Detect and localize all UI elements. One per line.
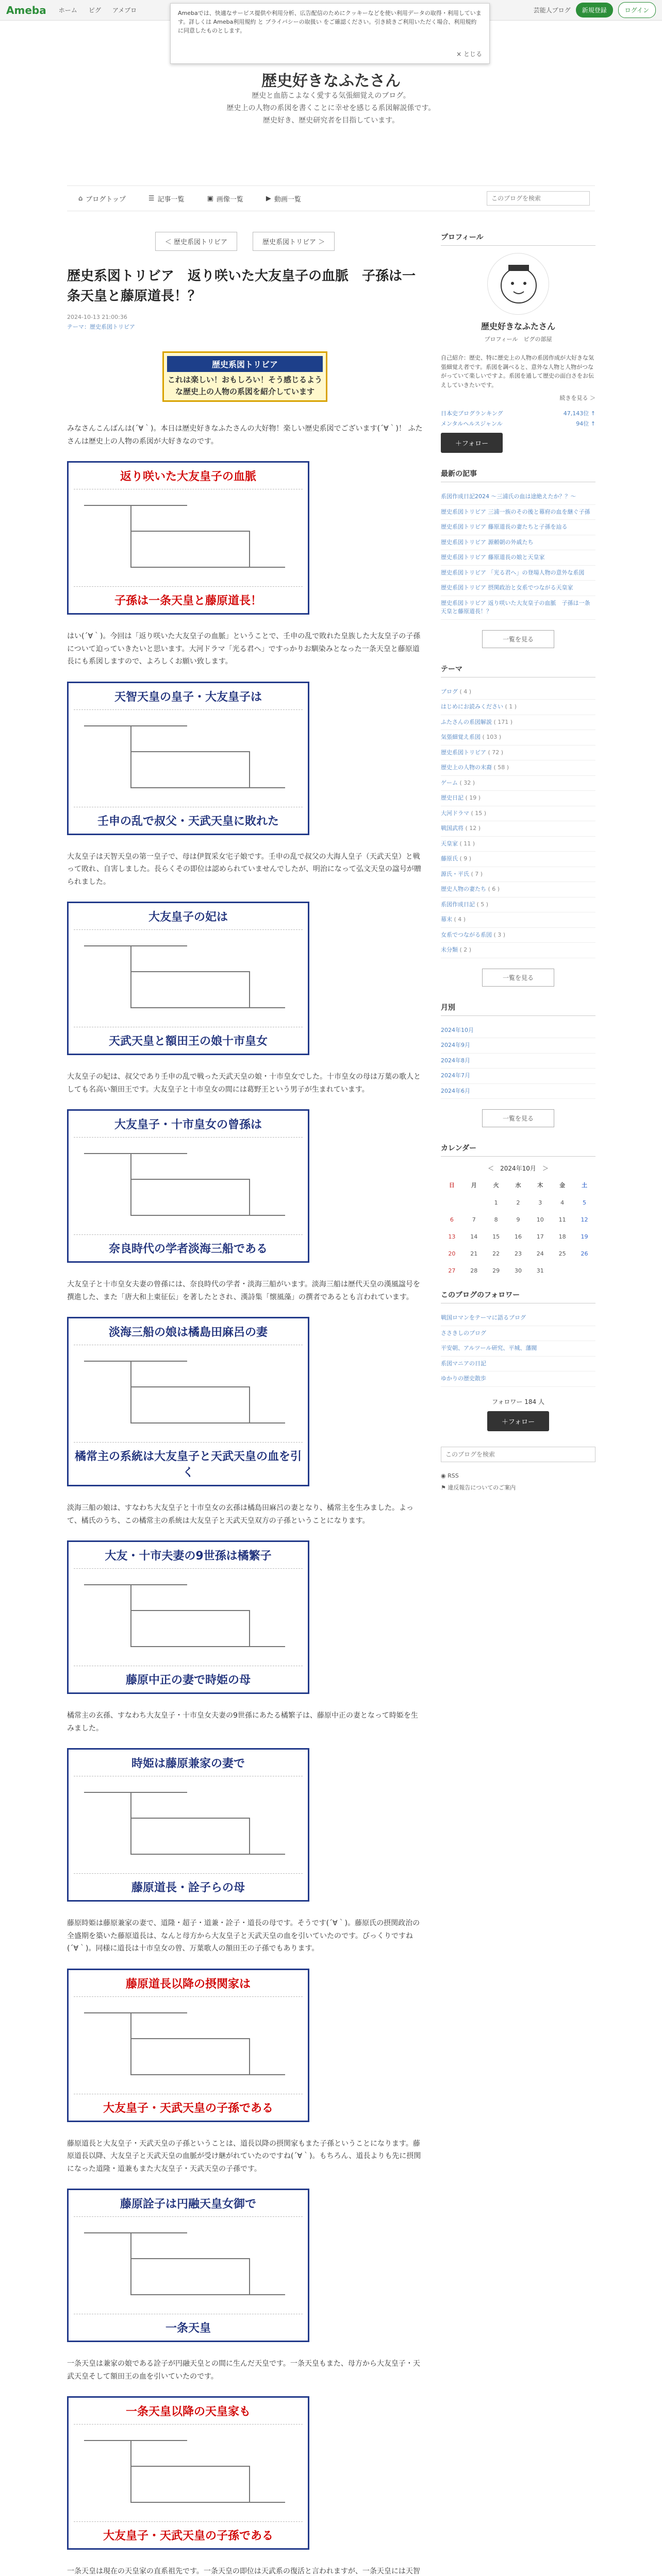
theme-name: 歴史人物の妻たち [441, 886, 488, 893]
tree-connector [130, 1422, 285, 1423]
cookie-notice [170, 3, 490, 64]
calendar-day[interactable]: 13 [448, 1233, 456, 1241]
ranking-value: 47,143位 ↑ [563, 410, 595, 417]
calendar-day[interactable]: 9 [516, 1216, 520, 1224]
nav-label: ブログトップ [86, 195, 126, 204]
calendar-day[interactable]: 29 [492, 1267, 500, 1275]
figure-heading: 返り咲いた大友皇子の血脈 [120, 470, 256, 483]
followers-heading: このブログのフォロワー [441, 1290, 595, 1303]
theme-item[interactable] [441, 943, 595, 958]
theme-name: はじめにお読みください [441, 703, 505, 710]
tree-connector [84, 725, 187, 726]
tree-connector [249, 1386, 250, 1422]
home-icon: ⌂ [78, 194, 83, 202]
list-item[interactable]: 系図作成日記2024 ～三浦氏の血は途絶えたか？？～ [441, 489, 595, 505]
next-theme-button[interactable]: 歴史系図トリビア ＞ [253, 232, 335, 251]
calendar-day[interactable]: 28 [470, 1267, 478, 1275]
calendar-day[interactable]: 7 [472, 1216, 476, 1224]
theme-heading: テーマ [441, 664, 595, 677]
blog-description [0, 90, 662, 127]
theme-item[interactable] [441, 745, 595, 761]
report-link[interactable] [441, 1483, 595, 1492]
nav-label: 動画一覧 [274, 195, 301, 204]
list-item[interactable]: 歴史系図トリビア 藤原道長の妻たちと子孫を辿る [441, 520, 595, 535]
top-nav [59, 6, 146, 14]
tree-connector [130, 2440, 131, 2502]
calendar-day[interactable]: 17 [536, 1233, 544, 1241]
calendar-weekday: 金 [559, 1182, 566, 1189]
calendar-day[interactable]: 8 [494, 1216, 498, 1224]
genealogy-figure [67, 1540, 309, 1694]
list-item[interactable]: 平安朝、アルツール研究、平城、藩閥 [441, 1341, 595, 1357]
figure-caption: 壬申の乱で叔父・天武天皇に敗れた [97, 815, 279, 828]
series-banner [162, 351, 327, 402]
calendar-day[interactable]: 15 [492, 1233, 500, 1241]
calendar-day[interactable]: 22 [492, 1250, 500, 1258]
ameba-logo[interactable]: Ameba [6, 4, 46, 16]
tree-connector [249, 971, 250, 1007]
blog-desc-line: 歴史と血筋こよなく愛する気張細覚えのブログ。 [252, 92, 410, 100]
theme-name: 女系でつながる系図 [441, 931, 494, 938]
figure-heading: 大友皇子の妃は [148, 911, 228, 924]
tree-connector [130, 567, 285, 568]
nav-image-list[interactable] [207, 194, 243, 204]
theme-count: ( 5 ) [476, 901, 489, 908]
sidebar [441, 232, 595, 1496]
ranking-row[interactable] [441, 419, 595, 428]
article-pager [67, 232, 423, 251]
article-paragraph: 淡海三船の娘は、すなわち大友皇子と十市皇女の玄孫は橘島田麻呂の妻となり、橘常主を生みました。よって、橘氏のうち、この橘常主の系統は大友皇子と天武天皇双方の子孫ということになります。 [67, 1504, 413, 1525]
blog-title[interactable]: 歴史好きなふたさん [261, 72, 401, 90]
figure-heading: 大友皇子・十市皇女の曾孫は [114, 1118, 262, 1131]
theme-name: 歴史系図トリビア [441, 749, 488, 756]
genealogy-figure [67, 2396, 309, 2550]
profile-more-link[interactable]: 続きを見る ＞ [559, 395, 595, 402]
tree-connector [130, 1179, 249, 1180]
followers-list [441, 1311, 595, 1387]
tree-connector [130, 1361, 131, 1422]
profile-name[interactable]: 歴史好きなふたさん [481, 321, 555, 331]
calendar-weekday: 日 [449, 1182, 455, 1189]
theme-name: 大河ドラマ [441, 809, 471, 817]
calendar-day[interactable]: 5 [583, 1199, 587, 1207]
flag-icon: ⚑ [441, 1484, 448, 1491]
theme-name: 歴史上の人物の末裔 [441, 764, 494, 771]
article-main [67, 232, 423, 2576]
theme-count: ( 171 ) [493, 718, 513, 725]
tree-connector [84, 1792, 187, 1793]
calendar-day[interactable]: 12 [581, 1216, 588, 1224]
article-paragraph: 大友皇子と十市皇女夫妻の曾孫には、奈良時代の学者・淡海三船がいます。淡海三船は歴代天皇の漢風諡号を撰進した、また「唐大和上東征伝」を著したとされ、漢詩集「懐風藻」の撰者であるとも言われています。 [67, 1280, 420, 1301]
theme-count: ( 32 ) [459, 779, 475, 786]
figure-caption: 子孫は一条天皇と藤原道長！ [114, 595, 262, 607]
blog-search-input[interactable] [487, 191, 590, 206]
calendar-day[interactable]: 20 [448, 1250, 456, 1258]
theme-count: ( 72 ) [488, 749, 504, 756]
genealogy-figure [67, 1109, 309, 1263]
figure-heading: 天智天皇の皇子・大友皇子は [114, 690, 262, 704]
calendar [441, 1176, 595, 1279]
calendar-day[interactable]: 10 [536, 1216, 544, 1224]
theme-item[interactable] [441, 897, 595, 913]
theme-item[interactable] [441, 685, 595, 700]
calendar-month[interactable]: ＜ 2024年10月 ＞ [488, 1165, 549, 1173]
tree-connector [130, 1610, 249, 1611]
figure-caption: 藤原中正の妻で時姫の母 [125, 1674, 251, 1687]
calendar-day[interactable]: 24 [536, 1250, 544, 1258]
theme-count: ( 19 ) [465, 794, 481, 802]
theme-count: ( 1 ) [505, 703, 517, 710]
archive-more-button[interactable]: 一覧を見る [482, 1109, 554, 1127]
calendar-day [441, 1194, 463, 1211]
ranking-value: 94位 ↑ [576, 420, 595, 428]
ranking-label: メンタルヘルスジャンル [441, 420, 503, 428]
tree-connector [249, 531, 250, 567]
article-paragraph: 大友皇子は天智天皇の第一皇子で、母は伊賀采女宅子娘です。壬申の乱で叔父の大海人皇子（天武天皇）と戦って敗れ、自害しました。長らくその即位は認められていませんでしたが、明治になって弘文天皇の諡号が贈られました。 [67, 852, 421, 886]
calendar-day[interactable]: 30 [514, 1267, 522, 1275]
list-item[interactable]: 2024年6月 [441, 1084, 595, 1099]
theme-name: 気張細覚え系図 [441, 734, 483, 741]
article-paragraph: 藤原時姫は藤原兼家の妻で、道隆・超子・道兼・詮子・道長の母です。そうです(´∀｀)。藤原氏の摂関政治の全盛期を築いた藤原道長は、なんと母方から大友皇子と天武天皇の血を引いていたのです。びっくりですね(´∀｀)。同様に道長は十市皇女の曾、万葉歌人の額田王の子孫でもあります。 [67, 1919, 420, 1953]
theme-name: 戦国武将 [441, 825, 466, 832]
article-title: 歴史系図トリビア 返り咲いた大友皇子の血脈 子孫は一条天皇と藤原道長！？ [67, 268, 416, 304]
profile-links[interactable]: プロフィール ピグの部屋 [484, 336, 552, 343]
family-tree-diagram [74, 489, 303, 587]
figure-heading: 藤原道長以降の摂関家は [125, 1977, 251, 1991]
calendar-day[interactable]: 14 [470, 1233, 478, 1241]
top-nav-ameblo[interactable]: アメブロ [112, 7, 137, 14]
calendar-day[interactable]: 18 [558, 1233, 566, 1241]
theme-more-button[interactable]: 一覧を見る [482, 969, 554, 987]
profile-intro: 自己紹介：歴史、特に歴史上の人物の系図作成が大好きな気張細覚え者です。系図を調べると、意外な人物と人物がつながっていて楽しいですよ。系図を通して歴史の面白さをお伝えしていきたいです。 [441, 354, 594, 388]
ranking-row[interactable] [441, 409, 595, 417]
tree-connector [249, 2258, 250, 2294]
theme-count: ( 3 ) [493, 931, 506, 938]
blog-desc-line: 歴史上の人物の系図を書くことに幸せを感じる系図解説係です。 [226, 104, 436, 112]
tree-connector [130, 1854, 285, 1855]
tree-connector [249, 1818, 250, 1854]
theme-count: ( 9 ) [459, 855, 472, 862]
calendar-day[interactable]: 1 [494, 1199, 498, 1207]
celebrity-blog-link[interactable]: 芸能人ブログ [533, 7, 571, 14]
tree-connector [130, 2232, 131, 2294]
calendar-day[interactable]: 25 [558, 1250, 566, 1258]
rss-label: RSS [448, 1472, 459, 1479]
tree-connector [84, 2012, 187, 2013]
theme-item[interactable] [441, 912, 595, 928]
tree-connector [130, 1007, 285, 1008]
article-paragraph: 藤原道長と大友皇子・天武天皇の子孫ということは、道長以降の摂関家もまた子孫ということになります。藤原道長以降、大友皇子と天武天皇の血脈が受け継がれていたのですね(´∀｀)。もちろん、道長よりも先に摂関になった道隆・道兼もまた大友皇子・天武天皇の子孫です。 [67, 2139, 421, 2173]
rss-link[interactable] [441, 1472, 595, 1479]
tree-connector [130, 725, 131, 787]
theme-item[interactable] [441, 730, 595, 745]
tree-connector [130, 751, 249, 752]
calendar-heading: カレンダー [441, 1143, 595, 1157]
tree-connector [130, 2466, 249, 2467]
nav-label: 記事一覧 [157, 195, 185, 204]
tree-connector [84, 1153, 187, 1154]
calendar-weekday: 火 [493, 1182, 499, 1189]
tree-connector [130, 531, 249, 532]
tree-connector [130, 945, 131, 1007]
profile-heading: プロフィール [441, 232, 595, 246]
tree-connector [130, 787, 285, 788]
list-item[interactable]: ささきしのブログ [441, 1326, 595, 1342]
avatar[interactable] [487, 253, 549, 315]
calendar-weekday: 土 [582, 1182, 588, 1189]
genealogy-figure [67, 1317, 309, 1486]
article-paragraph: みなさんこんばんは(´∀｀)。本日は歴史好きなふたさんの大好物！楽しい歴史系図でございます(´∀｀)！ ふたさんは歴史上の人物の系図が大好きなのです。 [67, 425, 423, 446]
rss-icon: ◉ [441, 1472, 448, 1479]
figure-caption: 藤原道長・詮子らの母 [131, 1882, 245, 1894]
list-item[interactable]: 歴史系図トリビア 「光る君へ」の登場人物の意外な系図 [441, 566, 595, 581]
tree-connector [84, 1584, 187, 1585]
list-icon: ☰ [148, 194, 155, 202]
video-icon: ▶ [266, 194, 271, 202]
cookie-notice-close-button[interactable]: × とじる [456, 50, 482, 58]
calendar-weekday: 木 [537, 1182, 543, 1189]
list-item[interactable]: 2024年10月 [441, 1023, 595, 1039]
theme-name: 藤原氏 [441, 855, 460, 862]
calendar-day [463, 1194, 485, 1211]
genealogy-figure [67, 1748, 309, 1902]
banner-subtitle: これは楽しい！おもしろい！そう感じるような歴史上の人物の系図を紹介しています [167, 375, 322, 396]
tree-connector [130, 2038, 249, 2039]
theme-name: 天皇家 [441, 840, 460, 847]
list-item[interactable]: 歴史系図トリビア 三浦一族のその後と幕府の血を継ぐ子孫 [441, 505, 595, 520]
figure-caption: 橘常主の系統は大友皇子と天武天皇の血を引く [74, 1450, 302, 1479]
article-paragraph: はい(´∀｀)。今回は「返り咲いた大友皇子の血脈」ということで、壬申の乱で敗れた皇族した大友皇子の子孫について迫っていきたいと思います。大河ドラマ「光る君へ」ですっかりお馴染みとなった一条天皇と藤原道長にも系図しますので、よろしくお願い致します。 [67, 632, 421, 666]
tree-connector [249, 2038, 250, 2074]
nav-video-list[interactable] [266, 194, 301, 204]
genealogy-figure [67, 902, 309, 1055]
family-tree-diagram [74, 929, 303, 1027]
tree-connector [84, 1361, 187, 1362]
family-tree-diagram [74, 1568, 303, 1666]
tree-connector [130, 1153, 131, 1215]
calendar-weekday: 水 [515, 1182, 521, 1189]
list-item[interactable]: 2024年7月 [441, 1069, 595, 1084]
genealogy-figure [67, 1969, 309, 2122]
theme-count: ( 15 ) [471, 809, 487, 817]
tree-connector [130, 1215, 285, 1216]
figure-heading: 淡海三船の娘は橘島田麻呂の妻 [108, 1326, 268, 1339]
article-paragraph: 一条天皇は兼家の娘である詮子が円融天皇との間に生んだ天皇です。一条天皇もまた、母方から大友皇子・天武天皇そして額田王の血を引いていたのです。 [67, 2360, 420, 2381]
family-tree-diagram [74, 1996, 303, 2094]
theme-count: ( 58 ) [493, 764, 509, 771]
calendar-day[interactable]: 16 [514, 1233, 522, 1241]
theme-name: ふたさんの系図解説 [441, 718, 494, 725]
tree-connector [130, 2012, 131, 2074]
follow-button[interactable]: ＋フォロー [441, 433, 503, 453]
cookie-notice-text: Amebaでは、快適なサービス提供や利用分析、広告配信のためにクッキーなどを使い利用データの取得・利用しています。詳しくは Ameba利用規約 と プライバシーの取扱い をご確認ください。引き続きご利用いただく場合、利用規約に同意したものとします。 [178, 10, 482, 35]
blog-desc-line: 歴史好き、歴史研究者を目指しています。 [262, 116, 400, 125]
login-button[interactable]: ログイン [618, 2, 656, 18]
list-item[interactable]: ゆかりの歴史散歩 [441, 1371, 595, 1387]
recent-articles-heading: 最新の記事 [441, 468, 595, 482]
theme-count: ( 6 ) [488, 886, 500, 893]
tree-connector [130, 2294, 285, 2295]
theme-name: 系図作成日記 [441, 901, 477, 908]
family-tree-diagram [74, 709, 303, 807]
figure-caption: 天武天皇と額田王の娘十市皇女 [108, 1035, 268, 1048]
theme-item[interactable] [441, 760, 595, 776]
recent-more-button[interactable]: 一覧を見る [482, 630, 554, 648]
theme-item[interactable] [441, 700, 595, 715]
recent-articles-list [441, 489, 595, 620]
theme-name: 幕末 [441, 916, 454, 923]
calendar-day[interactable]: 4 [560, 1199, 565, 1207]
figure-caption: 大友皇子・天武天皇の子孫である [103, 2530, 273, 2543]
calendar-day [573, 1262, 595, 1279]
figure-caption: 一条天皇 [165, 2322, 211, 2335]
theme-item[interactable] [441, 882, 595, 897]
list-item[interactable]: 歴史系図トリビア 返り咲いた大友皇子の血脈 子孫は一条天皇と藤原道長！？ [441, 596, 595, 620]
theme-count: ( 4 ) [459, 688, 472, 695]
theme-item[interactable] [441, 715, 595, 731]
tree-connector [249, 2466, 250, 2502]
theme-item[interactable] [441, 806, 595, 822]
prev-theme-button[interactable]: ＜ 歴史系図トリビア [155, 232, 237, 251]
theme-name: 未分類 [441, 946, 460, 954]
top-right [534, 2, 656, 18]
list-item[interactable]: 歴史系図トリビア 藤原道長の娘と天皇家 [441, 550, 595, 566]
image-icon: ▣ [207, 194, 213, 202]
theme-count: ( 2 ) [459, 946, 472, 954]
figure-caption: 奈良時代の学者淡海三船である [108, 1243, 268, 1256]
calendar-day[interactable]: 19 [581, 1233, 588, 1241]
genealogy-figure [67, 461, 309, 615]
list-item[interactable]: 歴史系図トリビア 摂関政治と女系でつながる天皇家 [441, 581, 595, 596]
calendar-weekday: 月 [471, 1182, 477, 1189]
figure-heading: 一条天皇以降の天皇家も [125, 2405, 251, 2418]
calendar-day [551, 1262, 573, 1279]
nav-blog-top[interactable] [78, 194, 126, 204]
article-paragraph: 橘常主の玄孫、すなわち大友皇子・十市皇女夫妻の9世孫にあたる橘繁子は、藤原中正の妻となって時姫を生みました。 [67, 1711, 418, 1733]
calendar-day[interactable]: 23 [514, 1250, 522, 1258]
article-date: 2024-10-13 21:00:36 [67, 314, 127, 320]
register-button[interactable]: 新規登録 [576, 3, 613, 18]
profile-card [441, 253, 595, 343]
calendar-day[interactable]: 11 [558, 1216, 566, 1224]
tree-connector [249, 1179, 250, 1215]
theme-item[interactable] [441, 821, 595, 837]
family-tree-diagram [74, 1345, 303, 1443]
tree-connector [130, 2258, 249, 2259]
calendar-day[interactable]: 3 [538, 1199, 542, 1207]
theme-item[interactable] [441, 928, 595, 943]
tree-connector [130, 1646, 285, 1647]
archive-list [441, 1023, 595, 1099]
calendar-day[interactable]: 26 [581, 1250, 588, 1258]
tree-connector [130, 1584, 131, 1646]
tree-connector [130, 1386, 249, 1387]
theme-count: ( 11 ) [459, 840, 475, 847]
figure-heading: 大友・十市夫妻の9世孫は橘繁子 [105, 1550, 272, 1563]
nav-article-list[interactable] [148, 194, 185, 204]
tree-connector [130, 971, 249, 972]
theme-list [441, 685, 595, 958]
tree-connector [130, 2502, 285, 2503]
calendar-day[interactable]: 27 [448, 1267, 456, 1275]
tree-connector [130, 2074, 285, 2075]
theme-name: 源氏・平氏 [441, 870, 471, 877]
tree-connector [84, 2232, 187, 2233]
theme-count: ( 103 ) [482, 734, 502, 741]
calendar-day[interactable]: 21 [470, 1250, 478, 1258]
genealogy-figure [67, 682, 309, 835]
theme-item[interactable] [441, 852, 595, 867]
calendar-day[interactable]: 31 [536, 1267, 544, 1275]
tree-connector [130, 505, 131, 567]
theme-item[interactable] [441, 791, 595, 806]
calendar-day[interactable]: 2 [516, 1199, 520, 1207]
tree-connector [249, 1610, 250, 1646]
tree-connector [84, 2440, 187, 2441]
tree-connector [130, 1792, 131, 1854]
theme-item[interactable] [441, 867, 595, 883]
archive-heading: 月別 [441, 1002, 595, 1016]
follower-count: フォロワー 184 人 [492, 1398, 544, 1405]
theme-name: ゲーム [441, 779, 460, 786]
theme-count: ( 12 ) [465, 825, 481, 832]
family-tree-diagram [74, 1776, 303, 1874]
tree-connector [130, 1818, 249, 1819]
genealogy-figure [67, 2189, 309, 2342]
tree-connector [84, 945, 187, 946]
report-label: 違反報告についてのご案内 [448, 1484, 516, 1491]
banner-title: 歴史系図トリビア [167, 356, 323, 372]
theme-name: 歴史日記 [441, 794, 466, 802]
calendar-day[interactable]: 6 [450, 1216, 454, 1224]
nav-label: 画像一覧 [216, 195, 243, 204]
article-theme-link[interactable]: テーマ：歴史系図トリビア [67, 324, 135, 330]
top-nav-pigg[interactable]: ピグ [88, 7, 101, 14]
theme-name: ブログ [441, 688, 460, 695]
list-item[interactable]: 2024年9月 [441, 1038, 595, 1054]
theme-count: ( 4 ) [454, 916, 466, 923]
figure-heading: 時姫は藤原兼家の妻で [131, 1757, 245, 1770]
tree-connector [84, 505, 187, 506]
article-paragraph: 大友皇子の妃は、叔父であり壬申の乱で戦った天武天皇の娘・十市皇女でした。十市皇女の母は万葉の歌人としても名高い額田王です。大友皇子と十市皇女の間には葛野王という男子が生まれています。 [67, 1073, 421, 1094]
family-tree-diagram [74, 2216, 303, 2314]
list-item[interactable]: 歴史系図トリビア 源頼朝の外戚たち [441, 535, 595, 551]
family-tree-diagram [74, 2424, 303, 2522]
list-item[interactable]: 戦国ロマンをテーマに語るブログ [441, 1311, 595, 1326]
blog-global-nav [67, 185, 595, 211]
sidebar-search-input[interactable] [441, 1447, 595, 1462]
list-item[interactable]: 2024年8月 [441, 1054, 595, 1069]
tree-connector [249, 751, 250, 787]
figure-heading: 藤原詮子は円融天皇女御で [120, 2198, 256, 2211]
theme-item[interactable] [441, 776, 595, 791]
ranking-label: 日本史ブログランキング [441, 410, 503, 417]
list-item[interactable]: 系図マニアの日記 [441, 1357, 595, 1372]
family-tree-diagram [74, 1137, 303, 1235]
follow-button-bottom[interactable]: ＋フォロー [487, 1411, 549, 1431]
theme-item[interactable] [441, 837, 595, 852]
article-paragraph: 一条天皇は現在の天皇家の直系祖先です。一条天皇の即位は天武系の復活と言われますが、一条天皇には天智 [67, 2567, 420, 2575]
theme-count: ( 7 ) [471, 870, 483, 877]
figure-caption: 大友皇子・天武天皇の子孫である [103, 2102, 273, 2115]
top-nav-home[interactable]: ホーム [58, 7, 77, 14]
